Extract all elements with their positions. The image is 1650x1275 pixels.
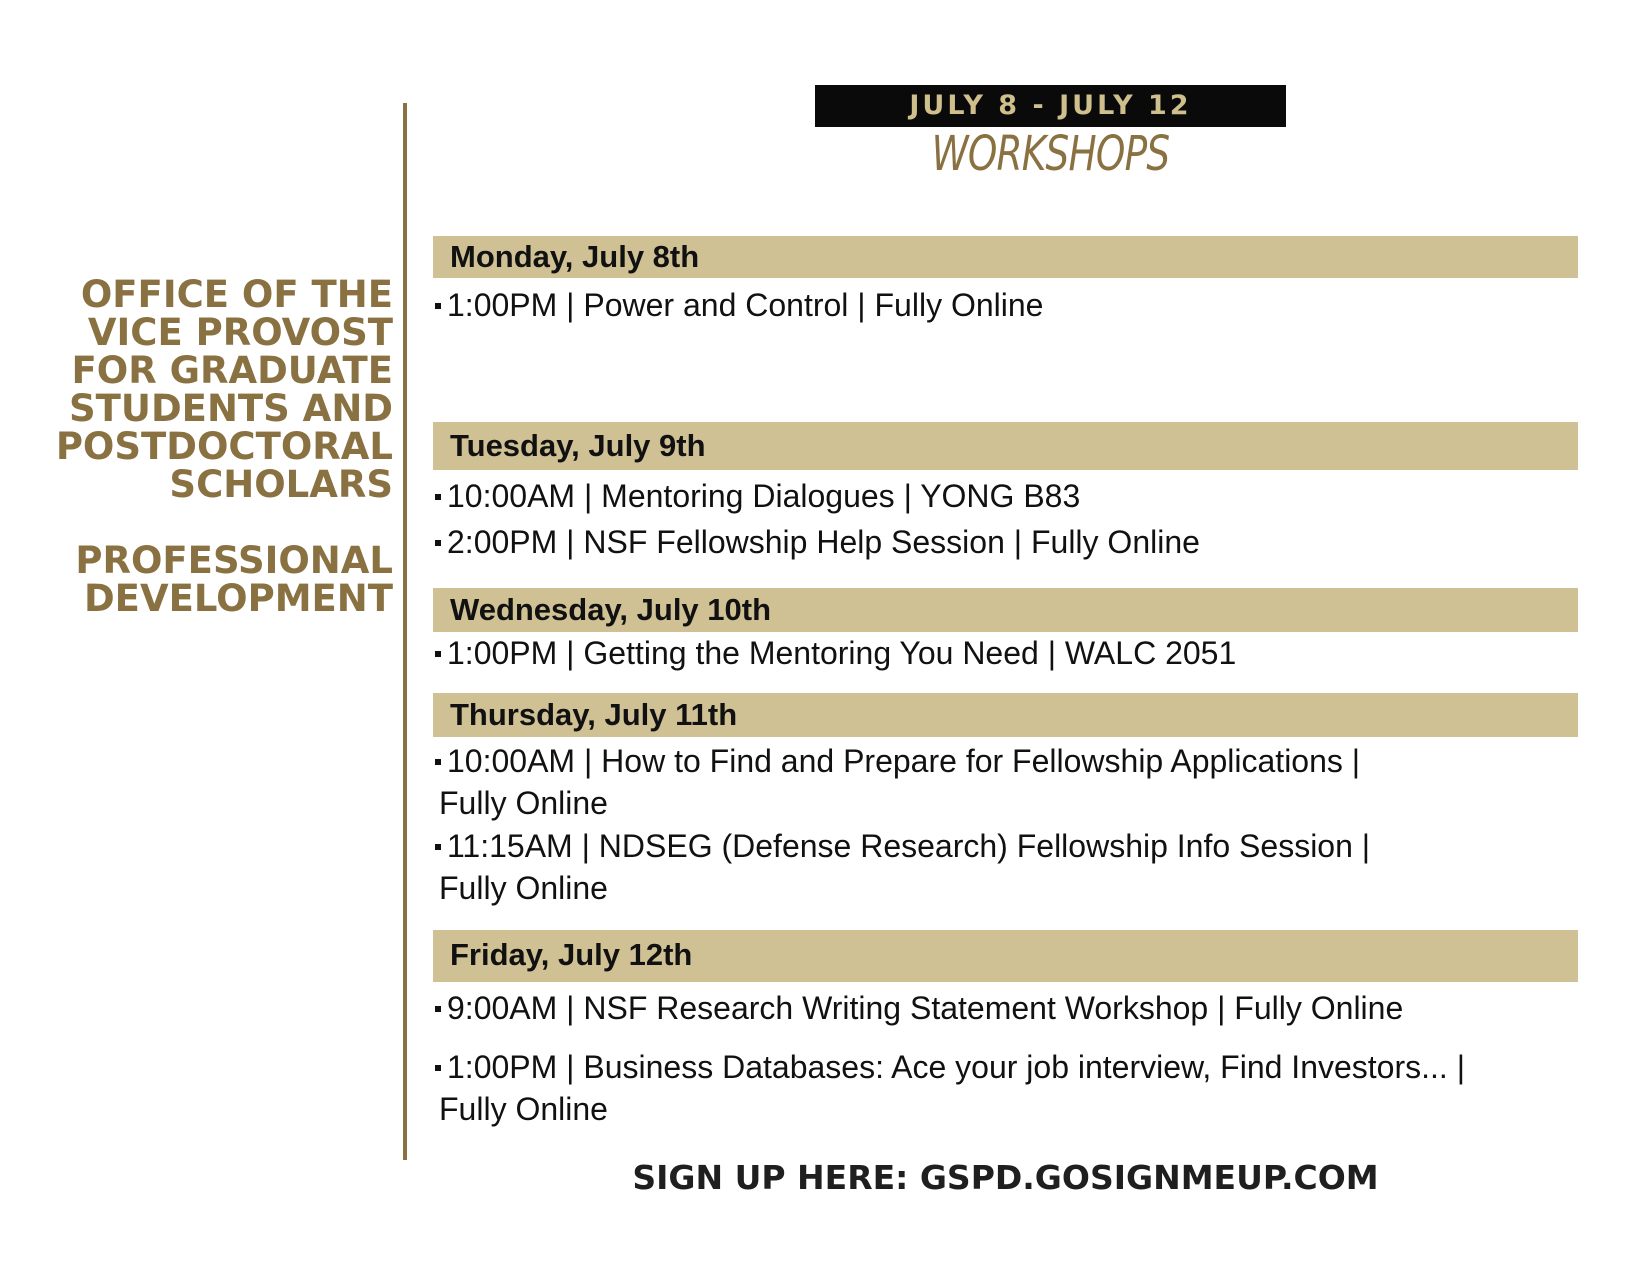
office-block: [55, 273, 393, 620]
day-header-wednesday: Wednesday, July 10th: [433, 588, 1578, 632]
event-item: [433, 740, 1573, 824]
event-text: 11:15AM | NDSEG (Defense Research) Fellowship Info Session |: [447, 828, 1371, 864]
signup-link[interactable]: SIGN UP HERE: GSPD.GOSIGNMEUP.COM: [632, 1158, 1379, 1197]
bullet-icon: [435, 844, 441, 850]
event-item: [433, 825, 1573, 909]
day-header-tuesday: Tuesday, July 9th: [433, 422, 1578, 470]
bullet-icon: [435, 759, 441, 765]
event-item: [433, 521, 1573, 563]
event-item: [433, 987, 1573, 1029]
bullet-icon: [435, 303, 441, 309]
event-text: 2:00PM | NSF Fellowship Help Session | Fully Online: [447, 524, 1200, 560]
day-header-friday: Friday, July 12th: [433, 930, 1578, 982]
event-text-continued: Fully Online: [439, 785, 608, 821]
date-range-banner: JULY 8 - JULY 12: [815, 85, 1286, 127]
event-text: 10:00AM | Mentoring Dialogues | YONG B83: [447, 478, 1081, 514]
page-title: WORKSHOPS: [931, 126, 1170, 182]
bullet-icon: [435, 540, 441, 546]
bullet-icon: [435, 1065, 441, 1071]
vertical-divider: [403, 103, 407, 1160]
event-text: 1:00PM | Business Databases: Ace your job interview, Find Investors... |: [447, 1049, 1465, 1085]
event-text: 1:00PM | Power and Control | Fully Online: [447, 287, 1044, 323]
event-item: [433, 632, 1573, 674]
day-header-thursday: Thursday, July 11th: [433, 693, 1578, 737]
bullet-icon: [435, 494, 441, 500]
program-name: PROFESSIONAL DEVELOPMENT: [75, 539, 393, 620]
event-text-continued: Fully Online: [439, 1091, 608, 1127]
bullet-icon: [435, 651, 441, 657]
event-item: [433, 475, 1573, 517]
office-name: OFFICE OF THE VICE PROVOST FOR GRADUATE STUDENTS AND POSTDOCTORAL SCHOLARS: [55, 273, 393, 506]
event-text: 1:00PM | Getting the Mentoring You Need | WALC 2051: [447, 635, 1237, 671]
bullet-icon: [435, 1006, 441, 1012]
event-text: 9:00AM | NSF Research Writing Statement Workshop | Fully Online: [447, 990, 1404, 1026]
event-text-continued: Fully Online: [439, 870, 608, 906]
event-text: 10:00AM | How to Find and Prepare for Fellowship Applications |: [447, 743, 1361, 779]
day-header-monday: Monday, July 8th: [433, 236, 1578, 278]
event-item: [433, 284, 1573, 326]
event-item: [433, 1046, 1573, 1130]
